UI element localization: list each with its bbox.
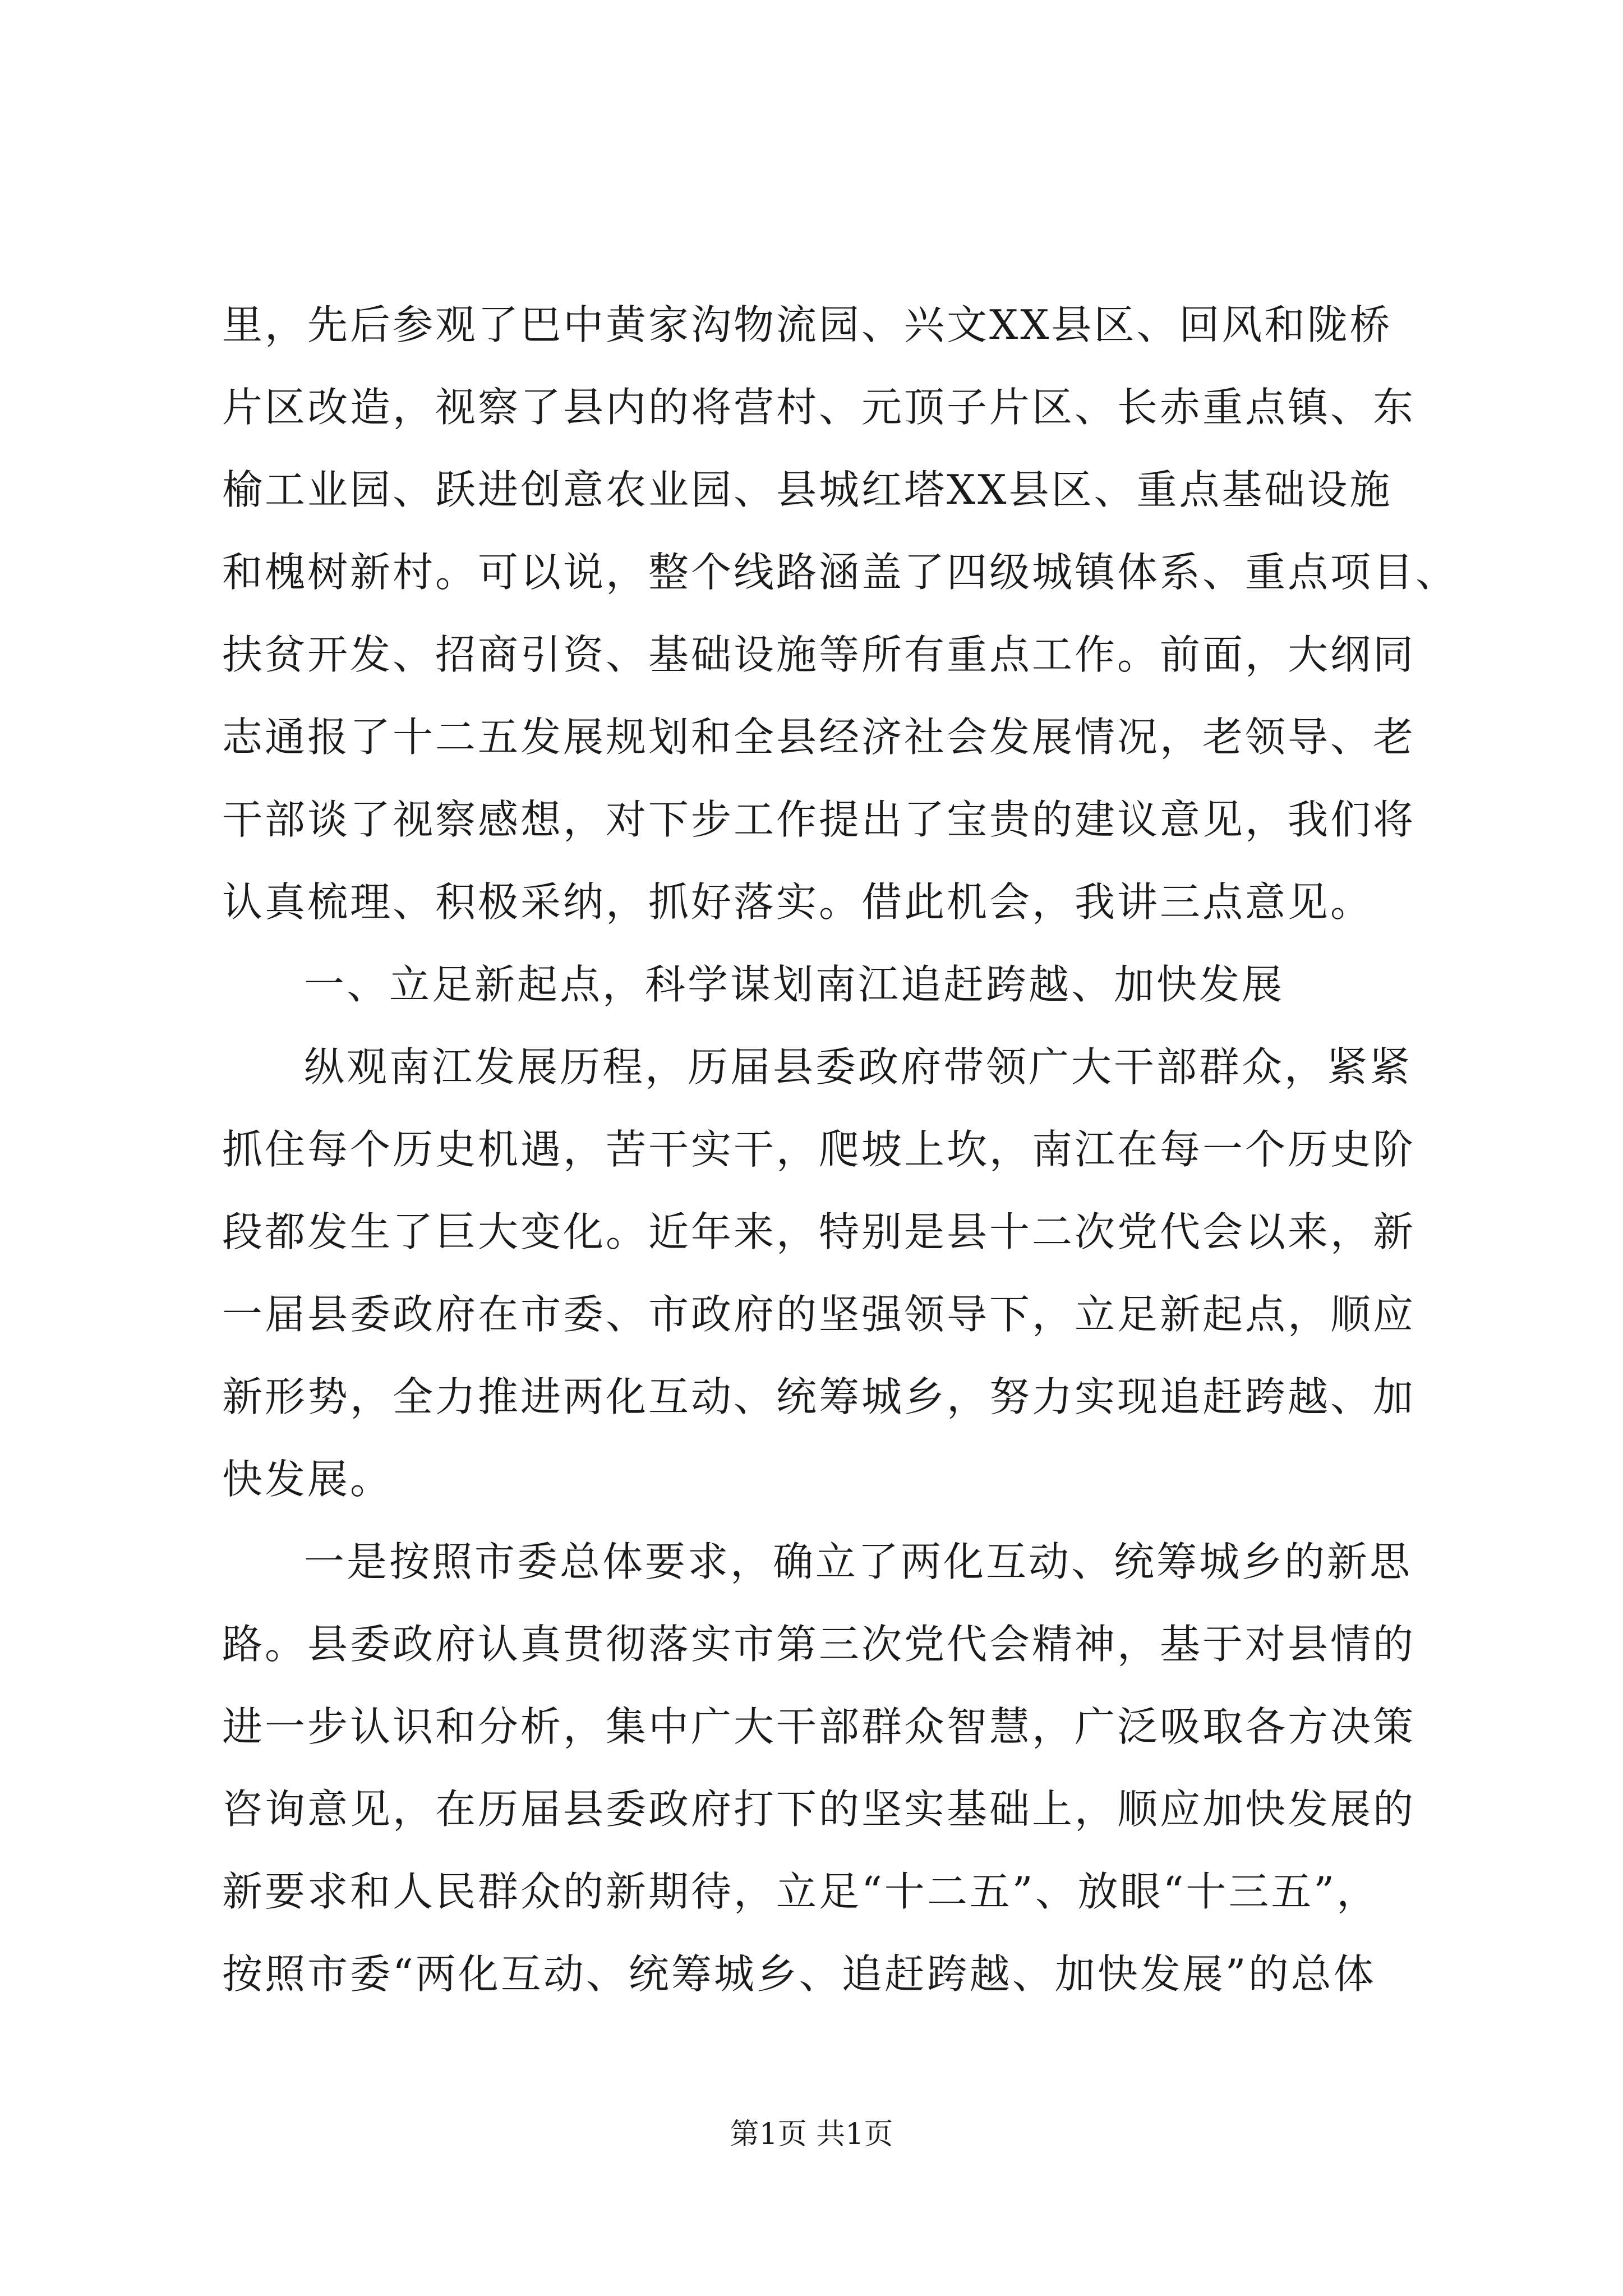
text-line: 抓住每个历史机遇，苦干实干，爬坡上坎，南江在每一个历史阶 (222, 1126, 1416, 1173)
paragraph-1 (222, 284, 1459, 944)
document-body (222, 284, 1459, 2016)
text-line: 段都发生了巨大变化。近年来，特别是县十二次党代会以来，新 (222, 1208, 1416, 1255)
paragraph-3 (222, 1521, 1422, 2016)
text-line: 新形势，全力推进两化互动、统筹城乡，努力实现追赶跨越、加 (222, 1373, 1416, 1420)
text-line: 干部谈了视察感想，对下步工作提出了宝贵的建议意见，我们将 (222, 796, 1416, 843)
text-line: 片区改造，视察了县内的将营村、元顶子片区、长赤重点镇、东 (222, 384, 1416, 431)
text-line: 一是按照市委总体要求，确立了两化互动、统筹城乡的新思 (304, 1538, 1413, 1585)
text-line: 志通报了十二五发展规划和全县经济社会发展情况，老领导、老 (222, 714, 1416, 761)
text-line: 纵观南江发展历程，历届县委政府带领广大干部群众，紧紧 (304, 1043, 1413, 1091)
text-line: 认真梳理、积极采纳，抓好落实。借此机会，我讲三点意见。 (222, 878, 1373, 926)
text-line: 咨询意见，在历届县委政府打下的坚实基础上，顺应加快发展的 (222, 1786, 1416, 1833)
text-line: 一届县委政府在市委、市政府的坚强领导下，立足新起点，顺应 (222, 1291, 1416, 1338)
heading-line: 一、立足新起点，科学谋划南江追赶跨越、加快发展 (304, 961, 1285, 1008)
text-line: 路。县委政府认真贯彻落实市第三次党代会精神，基于对县情的 (222, 1621, 1416, 1668)
section-heading (222, 944, 1422, 1026)
text-line: 榆工业园、跃进创意农业园、县城红塔XX县区、重点基础设施 (222, 466, 1393, 513)
text-line: 快发展。 (222, 1456, 393, 1503)
paragraph-2 (222, 1026, 1422, 1521)
page-footer: 第1页 共1页 (730, 2118, 893, 2151)
text-line: 按照市委“两化互动、统筹城乡、追赶跨越、加快发展”的总体 (222, 1950, 1376, 1998)
text-line: 扶贫开发、招商引资、基础设施等所有重点工作。前面，大纲同 (222, 631, 1416, 678)
text-line: 和槐树新村。可以说，整个线路涵盖了四级城镇体系、重点项目、 (222, 549, 1459, 596)
text-line: 进一步认识和分析，集中广大干部群众智慧，广泛吸取各方决策 (222, 1703, 1416, 1750)
text-line: 新要求和人民群众的新期待，立足“十二五”、放眼“十三五”， (222, 1868, 1380, 1915)
text-line: 里，先后参观了巴中黄家沟物流园、兴文XX县区、回风和陇桥 (222, 301, 1393, 348)
